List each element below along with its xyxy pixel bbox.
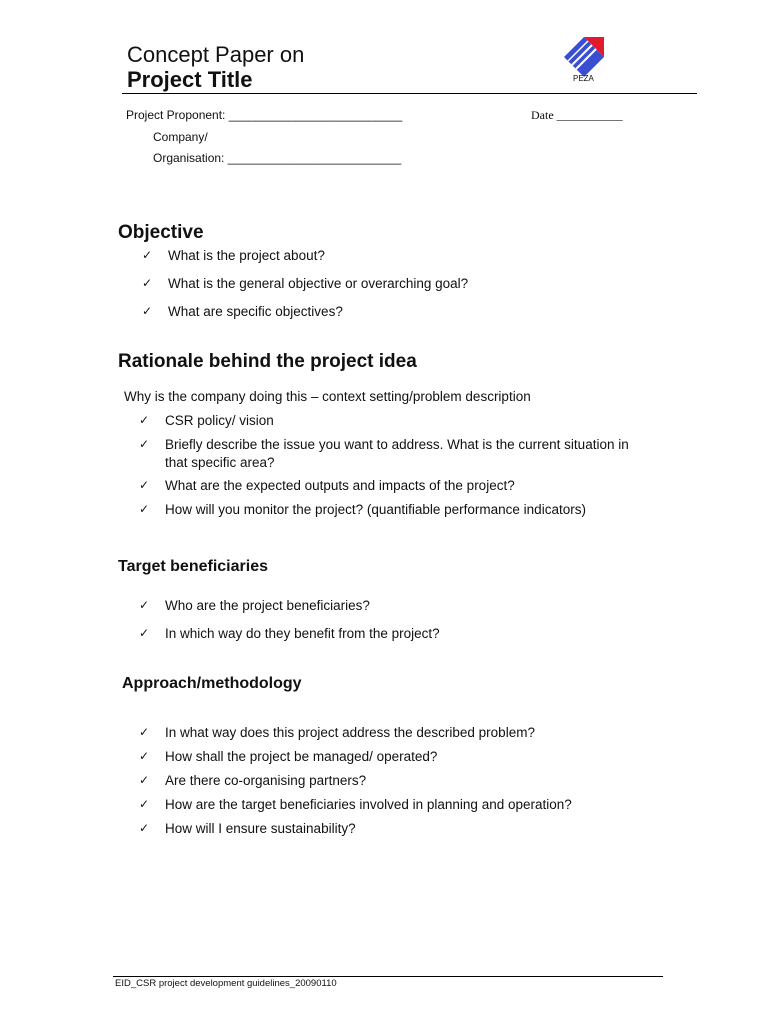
- list-item: ✓ How shall the project be managed/ operated?: [139, 749, 438, 764]
- checkmark-icon: ✓: [139, 725, 150, 739]
- rationale-intro: Why is the company doing this – context setting/problem description: [124, 389, 531, 404]
- organisation-field: Organisation: __________________________: [153, 151, 402, 165]
- checkmark-icon: ✓: [139, 437, 150, 451]
- list-item: ✓ Briefly describe the issue you want to address. What is the current situation in: [139, 437, 629, 452]
- list-item: ✓ In which way do they benefit from the project?: [139, 626, 440, 641]
- checkmark-icon: ✓: [139, 598, 150, 612]
- project-proponent-field: Project Proponent: __________________________: [126, 108, 403, 122]
- checkmark-icon: ✓: [142, 276, 153, 290]
- company-label: Company/: [153, 130, 208, 144]
- checkmark-icon: ✓: [139, 821, 150, 835]
- list-item: ✓ How are the target beneficiaries involved in planning and operation?: [139, 797, 572, 812]
- title-line-1: Concept Paper on: [127, 42, 305, 67]
- checkmark-icon: ✓: [142, 304, 153, 318]
- checkmark-icon: ✓: [139, 478, 150, 492]
- beneficiaries-list: [139, 598, 440, 654]
- date-field: Date ___________: [531, 108, 623, 122]
- beneficiaries-heading: Target beneficiaries: [118, 558, 268, 575]
- footer-text: EID_CSR project development guidelines_20090110: [115, 978, 337, 989]
- rationale-heading: Rationale behind the project idea: [118, 351, 417, 372]
- approach-list: [139, 725, 572, 845]
- checkmark-icon: ✓: [139, 797, 150, 811]
- rationale-list: [139, 413, 629, 526]
- checkmark-icon: ✓: [139, 773, 150, 787]
- list-item: ✓ What is the general objective or overarching goal?: [142, 276, 469, 291]
- approach-heading: Approach/methodology: [122, 675, 302, 692]
- list-item: ✓ In what way does this project address the described problem?: [139, 725, 535, 740]
- header-divider: [122, 93, 697, 94]
- checkmark-icon: ✓: [142, 248, 153, 262]
- list-item-continuation: that specific area?: [165, 455, 275, 470]
- list-item: ✓ How will I ensure sustainability?: [139, 821, 356, 836]
- footer-divider: [113, 976, 663, 977]
- title-line-2: Project Title: [127, 67, 253, 92]
- list-item: ✓ What are the expected outputs and impacts of the project?: [139, 478, 515, 493]
- objective-heading: Objective: [118, 222, 204, 243]
- checkmark-icon: ✓: [139, 502, 150, 516]
- checkmark-icon: ✓: [139, 749, 150, 763]
- list-item: ✓ What is the project about?: [142, 248, 325, 263]
- list-item: ✓ How will you monitor the project? (quantifiable performance indicators): [139, 502, 586, 517]
- list-item: ✓ What are specific objectives?: [142, 304, 343, 319]
- objective-list: [142, 248, 468, 332]
- checkmark-icon: ✓: [139, 413, 150, 427]
- list-item: ✓ Are there co-organising partners?: [139, 773, 367, 788]
- checkmark-icon: ✓: [139, 626, 150, 640]
- list-item: ✓ CSR policy/ vision: [139, 413, 274, 428]
- list-item: ✓ Who are the project beneficiaries?: [139, 598, 370, 613]
- logo-label: PEZA: [573, 74, 594, 83]
- peza-logo: [563, 36, 605, 78]
